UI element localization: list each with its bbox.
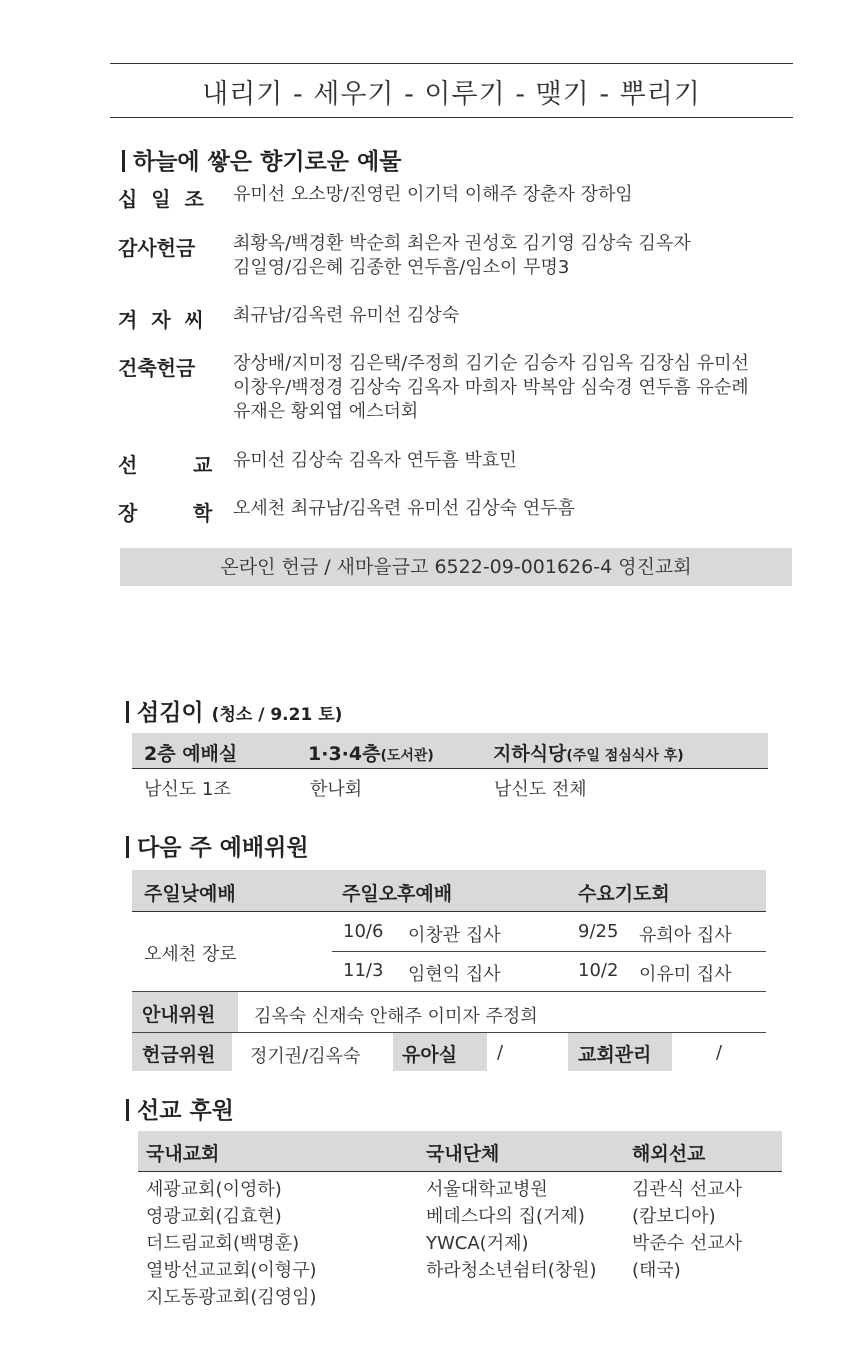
list-item: 세광교회(이영하) [146, 1179, 282, 1200]
section-bar [126, 701, 129, 723]
offering-committee-names: 정기권/김옥숙 [250, 1046, 361, 1067]
offerings-section-title: 하늘에 쌓은 향기로운 예물 [122, 143, 401, 176]
list-item: 김관식 선교사 [632, 1179, 743, 1200]
worship-wednesday-name-1: 유희아 집사 [639, 925, 732, 946]
offering-names-scholarship: 오세천 최규남/김옥련 유미선 김상숙 연두흠 [233, 498, 575, 519]
offering-label-mission: 선 교 [118, 453, 213, 477]
list-item: 영광교회(김효현) [146, 1206, 282, 1227]
worship-sunday-morning-leader: 오세천 장로 [144, 944, 237, 965]
worship-wednesday-name-2: 이유미 집사 [639, 964, 732, 985]
offering-label-mustard: 겨 자 씨 [118, 308, 204, 332]
offering-names-building: 장상배/지미정 김은택/주정희 김기순 김승자 김임옥 김장심 유미선 이창우/백정경 김상숙 김옥자 마희자 박복암 심숙경 연두흠 유순례 유재은 황외엽 에스더회 [233, 353, 749, 422]
list-item: YWCA(거제) [426, 1233, 529, 1254]
list-item: 더드림교회(백명훈) [146, 1233, 300, 1254]
worship-section-title: 다음 주 예배위원 [126, 829, 309, 862]
mission-domestic-orgs-list [426, 1176, 597, 1284]
service-header-floor2: 2층 예배실 [144, 743, 238, 765]
list-item: 지도동광교회(김영임) [146, 1287, 317, 1308]
service-header-basement: 지하식당(주일 점심식사 후) [493, 743, 684, 765]
service-subtitle: (청소 / 9.21 토) [211, 705, 343, 725]
section-bar [126, 1099, 129, 1121]
mission-header-rule [138, 1171, 782, 1172]
management-label: 교회관리 [578, 1044, 652, 1066]
offering-label-scholarship: 장 학 [118, 501, 213, 525]
nursery-label: 유아실 [402, 1044, 458, 1066]
service-header-rule [132, 768, 768, 769]
offering-label-thanks: 감사헌금 [118, 236, 196, 260]
ushers-label: 안내위원 [142, 1004, 216, 1026]
service-value-basement: 남신도 전체 [494, 779, 587, 800]
mission-section-title: 선교 후원 [126, 1092, 234, 1125]
offering-names-mustard: 최규남/김옥련 유미선 김상숙 [233, 305, 460, 326]
worship-wednesday-date-2: 10/2 [578, 960, 619, 981]
worship-header-sunday-afternoon: 주일오후예배 [342, 883, 453, 905]
service-section-title: 섬김이 (청소 / 9.21 토) [126, 694, 342, 727]
mission-overseas-list [632, 1176, 742, 1284]
worship-afternoon-name-2: 임현익 집사 [408, 964, 501, 985]
worship-header-rule [132, 911, 766, 912]
online-offering-banner: 온라인 헌금 / 새마을금고 6522-09-001626-4 영진교회 [120, 548, 792, 586]
offering-label-building: 건축헌금 [118, 356, 196, 380]
mission-header-domestic-churches: 국내교회 [146, 1143, 220, 1165]
list-item: 열방선교교회(이형구) [146, 1260, 317, 1281]
service-value-floor134: 한나회 [310, 779, 363, 800]
management-value: / [716, 1042, 723, 1063]
service-value-floor2: 남신도 1조 [144, 779, 231, 800]
service-header-floor134: 1·3·4층(도서관) [308, 743, 434, 765]
worship-header-sunday-morning: 주일낮예배 [144, 883, 236, 905]
list-item: (캄보디아) [632, 1206, 716, 1227]
offering-names-thanks: 최황옥/백경환 박순희 최은자 권성호 김기영 김상숙 김옥자 김일영/김은혜 김종한 연두흠/임소이 무명3 [233, 233, 691, 278]
offering-label-tithe: 십 일 조 [118, 187, 204, 211]
mission-header-overseas: 해외선교 [632, 1143, 706, 1165]
worship-afternoon-date-2: 11/3 [343, 960, 384, 981]
worship-mid-rule [332, 951, 766, 952]
offering-names-tithe: 유미선 오소망/진영린 이기덕 이해주 장춘자 장하임 [233, 184, 633, 205]
list-item: 서울대학교병원 [426, 1179, 548, 1200]
list-item: 베데스다의 집(거제) [426, 1206, 585, 1227]
list-item: (태국) [632, 1260, 681, 1281]
ushers-names: 김옥숙 신재숙 안해주 이미자 주정희 [254, 1006, 538, 1027]
offering-names-mission: 유미선 김상숙 김옥자 연두흠 박효민 [233, 450, 517, 471]
section-bar [126, 836, 129, 858]
list-item: 박준수 선교사 [632, 1233, 743, 1254]
list-item: 하라청소년쉼터(창원) [426, 1260, 597, 1281]
mission-domestic-churches-list [146, 1176, 317, 1311]
top-rule [110, 63, 793, 64]
nursery-value: / [497, 1042, 504, 1063]
motto: 내리기 - 세우기 - 이루기 - 맺기 - 뿌리기 [202, 79, 701, 110]
worship-afternoon-name-1: 이창관 집사 [408, 925, 501, 946]
motto-bottom-rule [110, 117, 793, 118]
offering-committee-label: 헌금위원 [142, 1044, 216, 1066]
worship-header-wednesday: 수요기도회 [578, 883, 670, 905]
section-bar [122, 150, 125, 172]
mission-header-domestic-orgs: 국내단체 [426, 1143, 500, 1165]
worship-wednesday-date-1: 9/25 [578, 921, 619, 942]
worship-afternoon-date-1: 10/6 [343, 921, 384, 942]
